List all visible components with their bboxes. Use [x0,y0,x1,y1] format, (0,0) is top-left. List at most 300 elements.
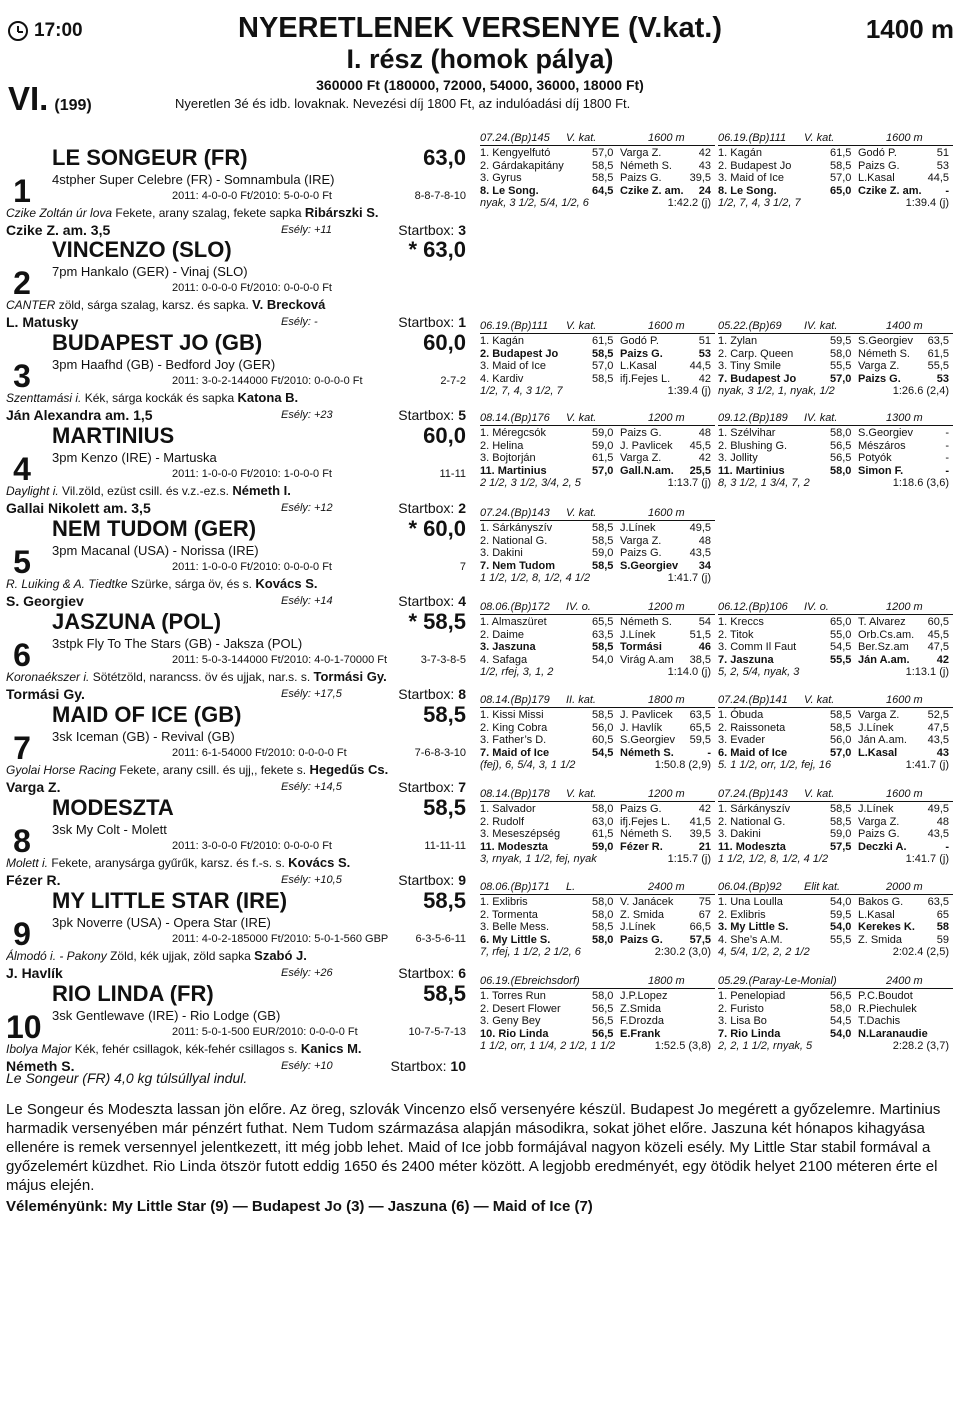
carried-weight: 57,0 [830,746,852,759]
horse-number: 10 [6,1009,42,1045]
odds: 53 [936,372,949,385]
carried-weight: 59,5 [830,908,852,921]
jockey: Tormási Gy. [6,686,85,702]
race-distance: 1400 m [865,14,954,44]
finisher: 2. Raissoneta [718,721,786,734]
race-dist: 1200 m [648,601,685,613]
race-footer [480,946,715,959]
carried-weight: 58,0 [830,1002,852,1015]
margins: 5. 1 1/2, orr, 1/2, fej, 16 [718,759,832,771]
race-date: 07.24.(Bp)143 [718,788,788,800]
odds: 58 [936,921,949,933]
horse-pedigree: 3pm Macanal (USA) - Norissa (IRE) [52,543,259,558]
finisher: 2. Carp. Queen [718,347,794,360]
result-jockey: Ján A.am. [858,653,910,666]
race-dist: 2400 m [886,975,923,987]
horse-stats [52,282,466,294]
past-race [480,788,715,863]
past-race [480,694,715,769]
owner-name: R. Luiking & A. Tiedtke [6,577,128,591]
horse-stats [52,1026,466,1038]
horse-entry [6,423,466,519]
odds: 21 [698,840,711,853]
odds: 51 [936,147,949,159]
finisher: 3. Meseszépség [480,828,561,840]
startbox-number: 5 [458,407,466,423]
result-jockey: S.Georgiev [620,734,676,746]
result-jockey: J.Línek [858,721,894,734]
result-jockey: Paizs G. [620,547,662,559]
race-header [718,412,953,426]
carried-weight: 54,5 [592,746,614,759]
race-dist: 1600 m [886,132,923,144]
horse-entry [6,702,466,798]
race-time-result: 1:13.1 (j) [905,666,949,678]
odds: 42 [936,653,949,666]
silks: Fekete, aranysárga gyűrűk, karsz. és f.-s. s. [51,856,285,870]
carried-weight: 58,5 [592,522,614,534]
carried-weight: 54,0 [830,921,852,933]
horse-pedigree: 4stpher Super Celebre (FR) - Somnambula (IRE) [52,172,335,187]
race-time-result: 1:52.5 (3,8) [654,1040,711,1052]
finisher: 2. Titok [718,628,754,641]
horse-entry [6,145,466,241]
race-dist: 1600 m [648,507,685,519]
odds: 55,5 [927,360,949,372]
race-dist: 1400 m [886,320,923,332]
horse-form: 7 [459,561,466,573]
finisher: 7. Jaszuna [718,653,774,666]
result-row [480,654,715,667]
owner-name: Koronaékszer i. [6,670,90,684]
race-class: IV. kat. [804,320,838,332]
odds: 43,5 [689,547,711,559]
race-footer [480,572,715,585]
trainer: Ribárszki S. [304,205,379,220]
horse-stats [52,933,466,945]
race-time-text: 17:00 [34,20,83,41]
past-race [480,601,715,676]
result-jockey: Ber.Sz.am [858,641,909,653]
horse-number: 1 [13,173,31,209]
chance: Esély: +12 [281,502,333,514]
carried-weight: 59,0 [592,427,614,439]
result-jockey: Deczki A. [858,840,907,853]
odds: 65 [936,908,949,921]
horse-weight: 58,5 [423,795,466,820]
startbox [398,500,466,516]
race-header [718,601,953,615]
finisher: 3. Jaszuna [480,641,536,653]
result-row [480,828,715,841]
horse-entry [6,795,466,891]
startbox-label: Startbox: [398,314,455,330]
odds: 24 [698,184,711,197]
race-date: 07.24.(Bp)145 [480,132,550,144]
horse-number: 7 [13,730,31,766]
result-row [718,348,953,361]
race-date: 08.06.(Bp)172 [480,601,550,613]
race-dist: 1200 m [648,412,685,424]
finisher: 1. Salvador [480,803,536,815]
horse-record: 2011: 3-0-0-0 Ft/2010: 0-0-0-0 Ft [172,840,332,852]
finisher: 2. Budapest Jo [718,159,792,172]
horse-record: 2011: 6-1-54000 Ft/2010: 0-0-0-0 Ft [172,747,347,759]
race-header [480,694,715,708]
finisher: 3. Maid of Ice [718,172,785,184]
race-date: 06.04.(Bp)92 [718,881,782,893]
horse-name: MAID OF ICE (GB) [52,702,242,727]
race-date: 06.19.(Bp)111 [480,320,549,332]
silks: Sötétzöld, narancss. öv és ujjak, nar.s. s. [92,670,311,684]
horse-pedigree: 3pm Haafhd (GB) - Bedford Joy (GER) [52,357,276,372]
result-row [480,535,715,548]
result-row [718,1015,953,1028]
finisher: 1. Torres Run [480,990,546,1002]
result-row [718,440,953,453]
startbox [391,1058,467,1074]
finisher: 2. National G. [718,815,786,828]
race-class: V. kat. [566,132,597,144]
race-class: V. kat. [566,412,597,424]
finisher: 3. Father’s D. [480,734,547,746]
past-race [480,412,715,487]
result-jockey: S.Georgiev [620,559,679,572]
result-jockey: Paizs G. [620,427,662,439]
commentary-text: Le Songeur és Modeszta lassan jön előre. Az öreg, szlovák Vincenzo első versenyére készül. Budapest Jo megérett a győzelemre. Martinius harmadik versenyében már pénzért futhat. Nem Tudom származása alapján másodikra, sokat jöhet előre. Jaszuna két hónapos kihagyása ellenére is remek versennyel jelentkezett, itt még jobb lehet. Maid of Ice jobb formájával nagyon közeli esély. My Little Star stabil formával a győzelemért küzdhet. Rio Linda ötször futott eddig 1650 és 2400 méter között. A legjobb eredményét, egy ötödik helyet 2100 méteren érte el május elején. [6,1101,941,1194]
horse-form: 11-11 [439,468,466,480]
startbox-label: Startbox: [398,593,455,609]
horse-form: 2-7-2 [440,375,466,387]
owner-name: Álmodó i. - Pakony [6,949,107,963]
result-row [480,734,715,747]
odds: 25,5 [689,464,711,477]
finisher: 7. Rio Linda [718,1027,781,1040]
horse-pedigree: 3pk Noverre (USA) - Opera Star (IRE) [52,915,271,930]
result-jockey: L.Kasal [620,360,657,372]
owner-name: CANTER [6,298,56,312]
finisher: 3. Bojtorján [480,452,536,464]
carried-weight: 58,5 [592,921,614,933]
result-row [480,522,715,535]
finisher: 1. Óbuda [718,709,764,721]
finisher: 2. Furisto [718,1002,764,1015]
horse-pedigree: 3sk Iceman (GB) - Revival (GB) [52,729,235,744]
startbox-label: Startbox: [398,686,455,702]
odds: 49,5 [689,522,711,534]
odds: - [707,746,711,759]
race-class: V. kat. [566,320,597,332]
result-jockey: Simon F. [858,464,904,477]
jockey: Fézer R. [6,872,61,888]
race-time-result: 1:41.7 (j) [667,572,711,584]
odds: 42 [698,372,711,385]
carried-weight: 58,0 [592,803,614,815]
finisher: 2. Desert Flower [480,1002,561,1015]
startbox-label: Startbox: [398,500,455,516]
horse-stats [52,840,466,852]
finisher: 11. Martinius [480,464,547,477]
past-race [480,975,715,1050]
horse-entry [6,888,466,984]
odds: - [945,427,949,439]
odds: 44,5 [689,360,711,372]
result-jockey: Tormási [620,641,662,653]
horse-weight: 58,5 [423,981,466,1006]
odds: 53 [936,159,949,172]
carried-weight: 58,0 [592,990,614,1002]
startbox-number: 8 [458,686,466,702]
result-row [480,629,715,642]
race-title: NYERETLENEK VERSENYE (V.kat.) [238,12,722,44]
finisher: 3. Gyrus [480,172,522,184]
carried-weight: 61,5 [592,335,614,347]
horse-number: 5 [13,544,31,580]
carried-weight: 65,0 [830,616,852,628]
odds: 38,5 [689,653,711,666]
race-date: 08.14.(Bp)176 [480,412,550,424]
result-row [718,147,953,160]
horse-record: 2011: 3-0-2-144000 Ft/2010: 0-0-0-0 Ft [172,375,363,387]
horse-owner [6,390,466,405]
result-jockey: Németh S. [858,347,910,360]
race-date: 06.12.(Bp)106 [718,601,788,613]
result-jockey: J.Línek [620,522,656,534]
result-row [480,147,715,160]
horse-weight: * 60,0 [408,516,466,541]
carried-weight: 64,5 [592,184,614,197]
race-prize: 360000 Ft (180000, 72000, 54000, 36000, 18000 Ft) [316,77,644,93]
startbox [398,222,466,238]
startbox-label: Startbox: [398,965,455,981]
finisher: 6. My Little S. [480,933,551,946]
margins: 1 1/2, 1/2, 8, 1/2, 4 1/2 [480,572,591,584]
result-jockey: Fézer R. [620,840,663,853]
odds: 47,5 [927,721,949,734]
race-class: V. kat. [804,132,835,144]
result-jockey: Z. Smida [620,908,665,921]
margins: 1 1/2, 1/2, 8, 1/2, 4 1/2 [718,853,829,865]
margins: (fej), 6, 5/4, 3, 1 1/2 [480,759,576,771]
startbox-number: 1 [458,314,466,330]
race-header [480,320,715,334]
race-dist: 1300 m [886,412,923,424]
odds: 51 [698,335,711,347]
race-subtitle: I. rész (homok pálya) [346,44,614,74]
odds: - [945,452,949,464]
carried-weight: 55,5 [830,933,852,946]
startbox [398,872,466,888]
startbox-number: 9 [458,872,466,888]
result-jockey: Németh S. [620,746,674,759]
startbox [398,779,466,795]
carried-weight: 56,5 [592,1027,614,1040]
result-row [480,909,715,922]
horse-stats [52,561,466,573]
horse-entry [6,609,466,705]
horse-stats [52,468,466,480]
finisher: 6. Maid of Ice [718,746,788,759]
finisher: 4. She’s A.M. [718,933,783,946]
finisher: 1. Kreccs [718,616,764,628]
silks: Fekete, arany szalag, fekete sapka [115,206,302,220]
margins: 4, 5/4, 1/2, 2, 2 1/2 [718,946,810,958]
race-dist: 2400 m [648,881,685,893]
race-footer [718,477,953,490]
past-race [718,975,953,1050]
odds: 67 [698,908,711,921]
startbox-label: Startbox: [398,872,455,888]
odds: - [945,439,949,452]
carried-weight: 58,5 [830,803,852,815]
race-time-result: 1:42.2 (j) [667,197,711,209]
result-jockey: Varga Z. [620,534,662,547]
past-race [718,412,953,487]
odds: 60,5 [927,616,949,628]
race-header [718,975,953,989]
carried-weight: 58,5 [830,721,852,734]
horse-weight: 60,0 [423,423,466,448]
finisher: 3. Belle Mess. [480,921,550,933]
carried-weight: 59,0 [592,840,614,853]
finisher: 11. Modeszta [480,840,548,853]
chance: Esély: +26 [281,967,333,979]
odds: 49,5 [927,803,949,815]
carried-weight: 59,0 [830,828,852,840]
race-date: 09.12.(Bp)189 [718,412,788,424]
race-dist: 1800 m [648,694,685,706]
jockey: L. Matusky [6,314,79,330]
verdict: Véleményünk: My Little Star (9) — Budapest Jo (3) — Jaszuna (6) — Maid of Ice (7) [6,1198,593,1215]
finisher: 11. Martinius [718,464,785,477]
margins: 3, rnyak, 1 1/2, fej, nyak [480,853,597,865]
result-row [718,990,953,1003]
carried-weight: 54,5 [830,641,852,653]
horse-name: NEM TUDOM (GER) [52,516,257,541]
result-jockey: Németh S. [620,828,672,840]
carried-weight: 58,0 [592,896,614,908]
result-row [718,1003,953,1016]
horse-name: MARTINIUS [52,423,175,448]
carried-weight: 54,5 [830,1015,852,1027]
result-row [718,1028,953,1041]
odds: 45,5 [689,439,711,452]
result-jockey: S.Georgiev [858,427,914,439]
result-row [718,360,953,373]
finisher: 1. Exlibris [480,896,528,908]
result-jockey: Godó P. [858,147,897,159]
race-id: (199) [54,97,92,114]
margins: nyak, 3 1/2, 5/4, 1/2, 6 [480,197,589,209]
horse-entry [6,330,466,426]
odds: 46 [698,641,711,653]
carried-weight: 56,0 [592,721,614,734]
race-header [480,132,715,146]
finisher: 2. Blushing G. [718,439,788,452]
startbox [398,686,466,702]
result-jockey: L.Kasal [858,746,898,759]
result-row [480,896,715,909]
carried-weight: 58,5 [592,709,614,721]
horse-owner [6,205,466,220]
race-footer [480,385,715,398]
result-jockey: Paizs G. [620,933,663,946]
race-time-result: 1:41.7 (j) [905,853,949,865]
margins: 1/2, 7, 4, 3 1/2, 7 [718,197,801,209]
race-header [718,881,953,895]
race-time-result: 1:15.7 (j) [667,853,711,865]
finisher: 2. Exlibris [718,908,766,921]
carried-weight: 63,0 [592,815,614,828]
result-row [718,160,953,173]
horse-number: 8 [13,823,31,859]
result-jockey: J.P.Lopez [620,990,668,1002]
horse-name: VINCENZO (SLO) [52,237,232,262]
horse-number: 9 [13,916,31,952]
past-race [480,507,715,582]
result-row [718,909,953,922]
result-jockey: Paizs G. [620,803,662,815]
carried-weight: 55,5 [830,653,852,666]
result-row [480,547,715,560]
odds: 61,5 [927,347,949,360]
silks: Kék, fehér csillagok, kék-fehér csillagos s. [74,1042,298,1056]
race-date: 08.14.(Bp)178 [480,788,550,800]
horse-weight: 58,5 [423,888,466,913]
race-time-result: 2:02.4 (2,5) [892,946,949,958]
result-jockey: J. Pavlicek [620,439,673,452]
carried-weight: 57,0 [592,360,614,372]
result-row [480,1015,715,1028]
finisher: 2. Rudolf [480,815,525,828]
startbox [398,314,466,330]
race-footer [718,1040,953,1053]
jockey: Németh S. [6,1058,75,1074]
odds: 43 [936,746,949,759]
silks: Kék, sárga kockák és sapka [84,391,235,405]
result-row [718,641,953,654]
horse-pedigree: 3sk My Colt - Molett [52,822,167,837]
startbox-number: 2 [458,500,466,516]
carried-weight: 57,0 [592,464,614,477]
horse-weight: 58,5 [423,702,466,727]
race-footer [718,666,953,679]
result-row [480,560,715,573]
past-race [480,881,715,956]
race-time-result: 1:41.7 (j) [905,759,949,771]
finisher: 3. Dakini [480,547,523,559]
race-header [718,788,953,802]
odds: 43,5 [927,734,949,746]
carried-weight: 54,0 [830,896,852,908]
result-row [480,1028,715,1041]
race-footer [718,759,953,772]
horse-name: RIO LINDA (FR) [52,981,214,1006]
margins: 1 1/2, orr, 1 1/4, 2 1/2, 1 1/2 [480,1040,616,1052]
race-dist: 1200 m [886,601,923,613]
carried-weight: 56,5 [592,1002,614,1015]
result-jockey: Paizs G. [858,372,901,385]
race-class: IV. o. [566,601,591,613]
trainer: Kovács S. [255,576,318,591]
race-footer [718,385,953,398]
finisher: 1. Méregcsók [480,427,547,439]
carried-weight: 61,5 [592,828,614,840]
race-header [480,881,715,895]
result-row [480,172,715,185]
carried-weight: 57,5 [830,840,852,853]
odds: 42 [698,147,711,159]
